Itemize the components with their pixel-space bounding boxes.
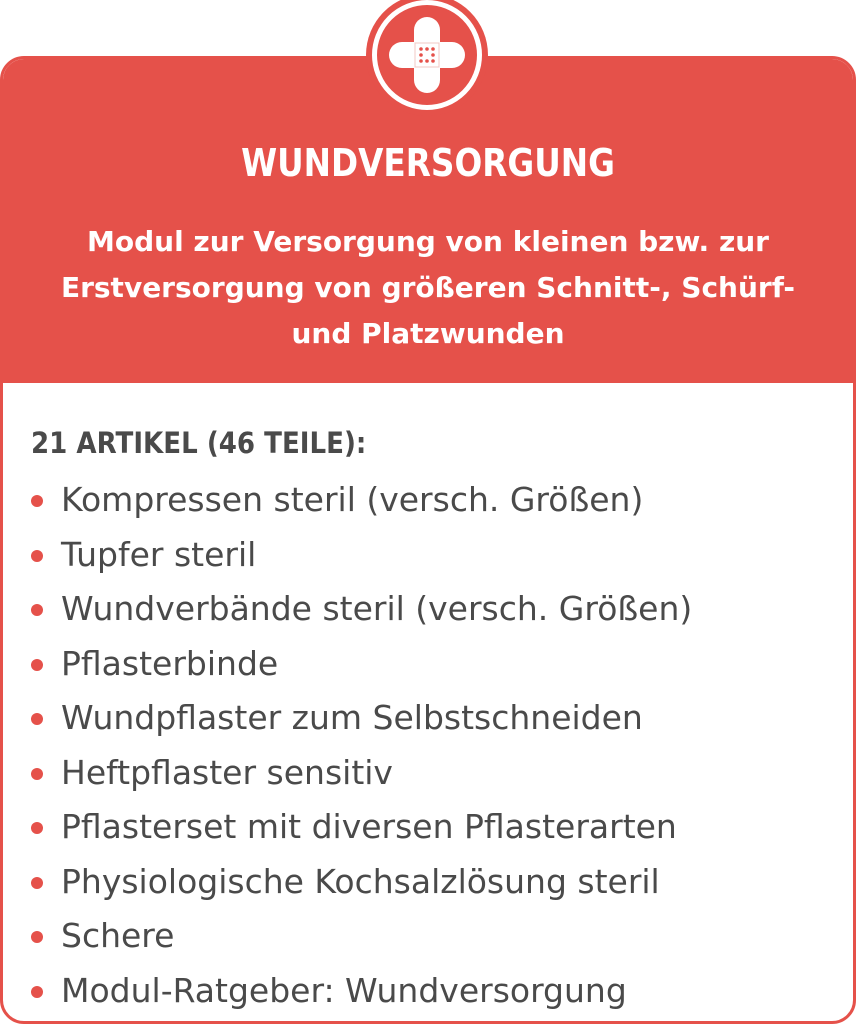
bullet-icon <box>31 713 43 725</box>
bullet-icon <box>31 495 43 507</box>
list-item-label: Wundpflaster zum Selbstschneiden <box>61 698 643 737</box>
list-item <box>31 855 853 910</box>
list-item <box>31 637 853 692</box>
card-content <box>3 383 853 1018</box>
list-item-label: Physiologische Kochsalzlösung steril <box>61 861 660 901</box>
page-title: WUNDVERSORGUNG <box>241 141 615 185</box>
list-item-label: Schere <box>61 916 175 955</box>
list-item-label: Kompressen steril (versch. Größen) <box>61 480 644 519</box>
article-count-label: 21 ARTIKEL (46 TEILE): <box>31 426 367 460</box>
bullet-icon <box>31 877 43 889</box>
list-item-label: Pflasterset mit diversen Pflasterarten <box>61 807 677 846</box>
list-item <box>31 528 853 583</box>
module-card <box>0 56 856 1024</box>
item-list <box>31 473 853 1018</box>
bullet-icon <box>31 986 43 998</box>
list-item <box>31 473 853 528</box>
list-item <box>31 582 853 637</box>
bullet-icon <box>31 550 43 562</box>
list-item <box>31 800 853 855</box>
list-item-label: Modul-Ratgeber: Wundversorgung <box>61 970 627 1010</box>
list-item <box>31 691 853 746</box>
list-item-label: Tupfer steril <box>61 534 257 574</box>
list-item-label: Heftpflaster sensitiv <box>61 752 393 792</box>
bullet-icon <box>31 822 43 834</box>
list-item <box>31 964 853 1019</box>
bullet-icon <box>31 931 43 943</box>
bandage-cross-icon <box>372 0 482 110</box>
bullet-icon <box>31 768 43 780</box>
bullet-icon <box>31 604 43 616</box>
list-item <box>31 909 853 964</box>
list-item-label: Wundverbände steril (versch. Größen) <box>61 589 693 628</box>
module-description: Modul zur Versorgung von kleinen bzw. zur Erstversorgung von größeren Schnitt-, Schürf- und Platzwunden <box>60 225 796 350</box>
list-item <box>31 746 853 801</box>
list-item-label: Pflasterbinde <box>61 643 279 683</box>
bullet-icon <box>31 659 43 671</box>
